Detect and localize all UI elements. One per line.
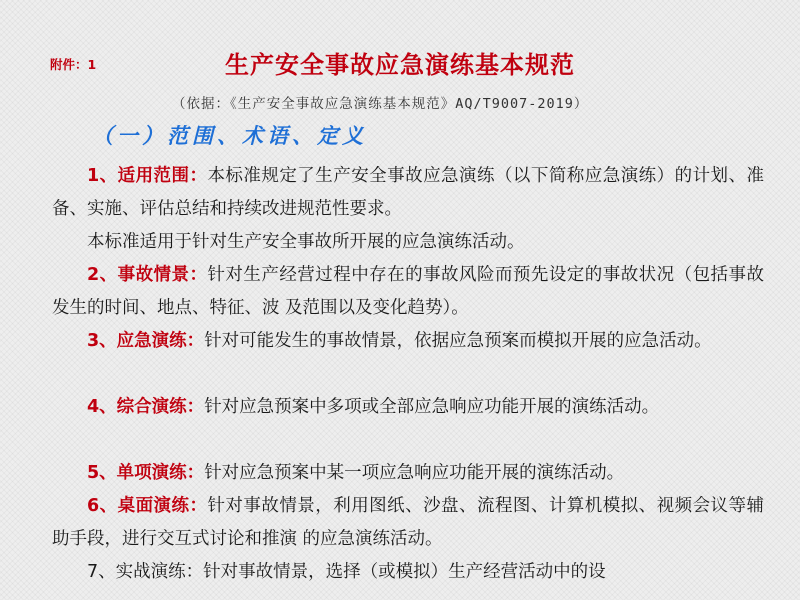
- paragraph-applicability: [52, 226, 764, 259]
- section-title: （一）范围、术语、定义: [92, 123, 367, 148]
- definition-text: 针对生产经营过程中存在的事故风险而预先设定的事故状况（包括事故发生的时间、地点、特征、波 及范围以及变化趋势）。: [52, 265, 764, 318]
- page-subtitle: （依据：《生产安全事故应急演练基本规范》AQ/T9007-2019）: [172, 96, 589, 112]
- definition-text: 本标准适用于针对生产安全事故所开展的应急演练活动。: [87, 232, 525, 252]
- paragraph-emergency-drill: [52, 325, 764, 358]
- paragraph-tabletop-drill: [52, 490, 764, 556]
- paragraph-single-drill: [52, 457, 764, 490]
- definition-text: 针对应急预案中某一项应急响应功能开展的演练活动。: [204, 463, 625, 483]
- term-label: 6、桌面演练：: [87, 496, 208, 516]
- term-label: 2、事故情景：: [87, 265, 208, 285]
- paragraph-scope: [52, 160, 764, 226]
- definition-text: 本标准规定了生产安全事故应急演练（以下简称应急演练）的计划、准备、实施、评估总结和持续改进规范性要求。: [52, 166, 764, 219]
- definition-text: 7、实战演练：针对事故情景，选择（或模拟）生产经营活动中的设: [87, 562, 606, 582]
- definition-text: 针对可能发生的事故情景，依据应急预案而模拟开展的应急活动。: [204, 331, 712, 351]
- definition-text: 针对事故情景，利用图纸、沙盘、流程图、计算机模拟、视频会议等辅助手段，进行交互式讨论和推演 的应急演练活动。: [52, 496, 764, 549]
- term-label: 3、应急演练：: [87, 331, 205, 351]
- term-label: 1、适用范围：: [87, 166, 208, 186]
- paragraph-comprehensive-drill: [52, 391, 764, 424]
- page-title: 生产安全事故应急演练基本规范: [225, 51, 575, 79]
- definition-text: 针对应急预案中多项或全部应急响应功能开展的演练活动。: [204, 397, 660, 417]
- term-label: 5、单项演练：: [87, 463, 205, 483]
- paragraph-accident-scenario: [52, 259, 764, 325]
- term-label: 4、综合演练：: [87, 397, 205, 417]
- attachment-label: 附件：1: [50, 57, 97, 72]
- paragraph-live-drill: [52, 556, 764, 589]
